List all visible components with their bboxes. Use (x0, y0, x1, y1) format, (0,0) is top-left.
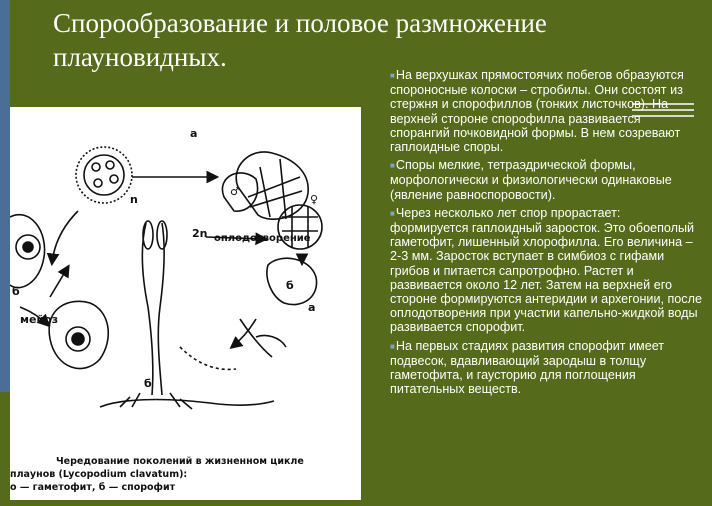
bullet-icon: ■ (390, 71, 395, 80)
label-meiosis: мейоз (20, 313, 59, 326)
young-sporophyte-drawing (240, 258, 317, 357)
caption-line-3: о — гаметофит, б — спорофит (10, 482, 176, 493)
label-fertilization: оплодотворение (214, 233, 311, 244)
bullet-paragraph (390, 68, 702, 154)
label-b-left: б (12, 285, 20, 298)
label-female: ♀ (310, 193, 319, 206)
label-b-stems: б (144, 377, 152, 390)
paragraph-text: Через несколько лет спор прорастает: формируется гаплоидный заросток. Это обоеполый гаметофит, лишенный хлорофилла. Его величина – 2-3 мм. Заросток вступает в симбиоз с гифами грибов и питается сапротрофно. Растет и развивается около 12 лет. Затем на верхней его стороне формируются антеридии и архегонии, после оплодотворения при участии капельно-жидкой воды развивается спорофит. (390, 205, 702, 335)
label-male: ♂ (230, 185, 240, 198)
bullet-paragraph (390, 158, 702, 202)
left-accent-bar (0, 0, 10, 392)
figure-caption (10, 455, 361, 494)
label-2n: 2n (192, 227, 208, 240)
bullet-paragraph (390, 339, 702, 397)
sporangium-drawing (49, 301, 108, 368)
slide-body (390, 68, 702, 400)
bullet-icon: ■ (390, 161, 395, 171)
label-a-top: а (190, 127, 198, 140)
life-cycle-diagram (10, 107, 361, 455)
label-b-right: б (286, 279, 294, 292)
bullet-paragraph (390, 206, 702, 335)
label-a-right: а (308, 301, 316, 314)
paragraph-text: На первых стадиях развития спорофит имеет подвесок, вдавливающий зародыш в толщу гаметофита, и гаусторию для поглощения питательных веществ. (390, 338, 665, 397)
caption-line-1: Чередование поколений в жизненном цикле (56, 456, 304, 467)
bullet-icon: ■ (390, 208, 395, 218)
slide-title: Спорообразование и половое размножение плауновидных. (53, 8, 547, 72)
spore-cluster (76, 147, 132, 203)
sporophyte-stems (100, 221, 274, 409)
bullet-icon: ■ (390, 341, 395, 351)
paragraph-text: На верхушках прямостоячих побегов образуются спороносные колоски – стробилы. Они состоят из стержня и спорофиллов (тонких листочков). На верхней стороне спорофилла развивается спорангий почковидной формы. В нем созревают гаплоидные споры. (390, 68, 684, 155)
life-cycle-figure (10, 107, 361, 500)
caption-line-2: плаунов (Lycopodium clavatum): (10, 469, 188, 480)
label-n: n (130, 193, 138, 206)
paragraph-text: Споры мелкие, тетраэдрической формы, морфологически и физиологически одинаковые (явление равноспоровости). (390, 158, 672, 202)
archegonium-drawing (10, 215, 45, 288)
